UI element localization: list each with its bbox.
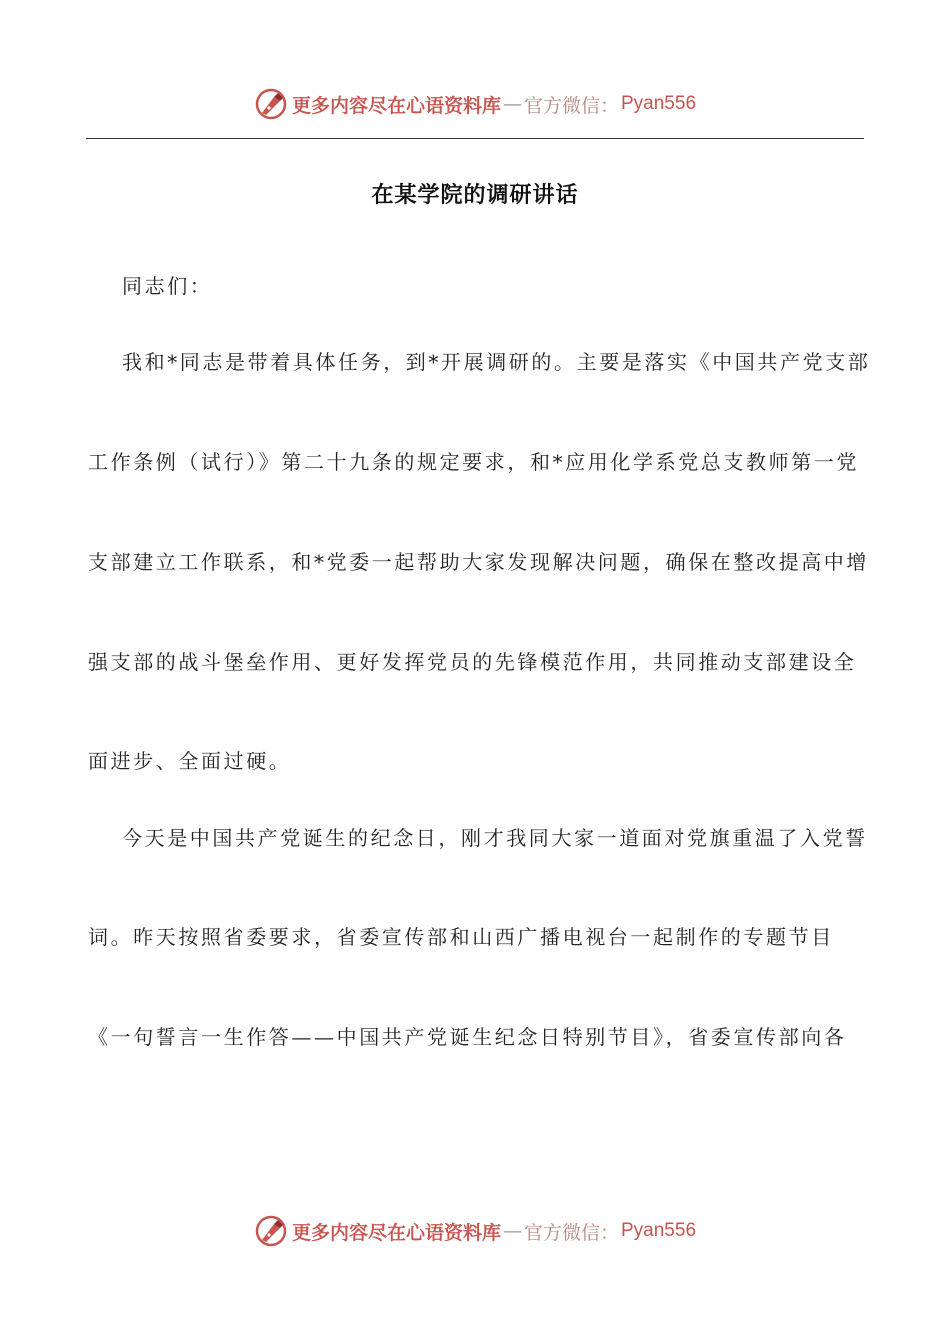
paragraph-line: 今天是中国共产党诞生的纪念日，刚才我同大家一道面对党旗重温了入党誓 xyxy=(122,826,868,850)
paragraph-line: 强支部的战斗堡垒作用、更好发挥党员的先锋模范作用，共同推动支部建设全 xyxy=(88,650,857,674)
paragraph-line: 《一句誓言一生作答——中国共产党诞生纪念日特别节目》，省委宣传部向各 xyxy=(88,1025,847,1049)
footer-banner xyxy=(0,1211,950,1251)
header-site-text: 更多内容尽在心语资料库 xyxy=(291,94,501,117)
footer-wechat-label: 官方微信： xyxy=(523,1221,619,1244)
header-divider xyxy=(86,138,864,139)
header-wechat-label: 官方微信： xyxy=(523,94,619,117)
footer-site-text: 更多内容尽在心语资料库 xyxy=(291,1221,501,1244)
paragraph-line: 词。昨天按照省委要求，省委宣传部和山西广播电视台一起制作的专题节目 xyxy=(88,925,834,949)
footer-separator: — xyxy=(502,1220,522,1242)
header-wechat-id: Pyan556 xyxy=(621,93,697,114)
paragraph-line: 工作条例（试行）》第二十九条的规定要求，和*应用化学系党总支教师第一党 xyxy=(88,450,859,474)
header-separator: — xyxy=(502,93,522,115)
header-banner xyxy=(0,84,950,124)
document-title: 在某学院的调研讲话 xyxy=(371,183,579,208)
paragraph-line: 我和*同志是带着具体任务，到*开展调研的。主要是落实《中国共产党支部 xyxy=(122,350,871,374)
pen-nib-logo-icon xyxy=(254,1214,288,1248)
pen-nib-logo-icon xyxy=(254,87,288,121)
paragraph-line: 支部建立工作联系，和*党委一起帮助大家发现解决问题，确保在整改提高中增 xyxy=(88,550,869,574)
footer-wechat-id: Pyan556 xyxy=(621,1220,697,1241)
greeting: 同志们： xyxy=(122,274,213,298)
paragraph-line: 面进步、全面过硬。 xyxy=(88,749,292,773)
